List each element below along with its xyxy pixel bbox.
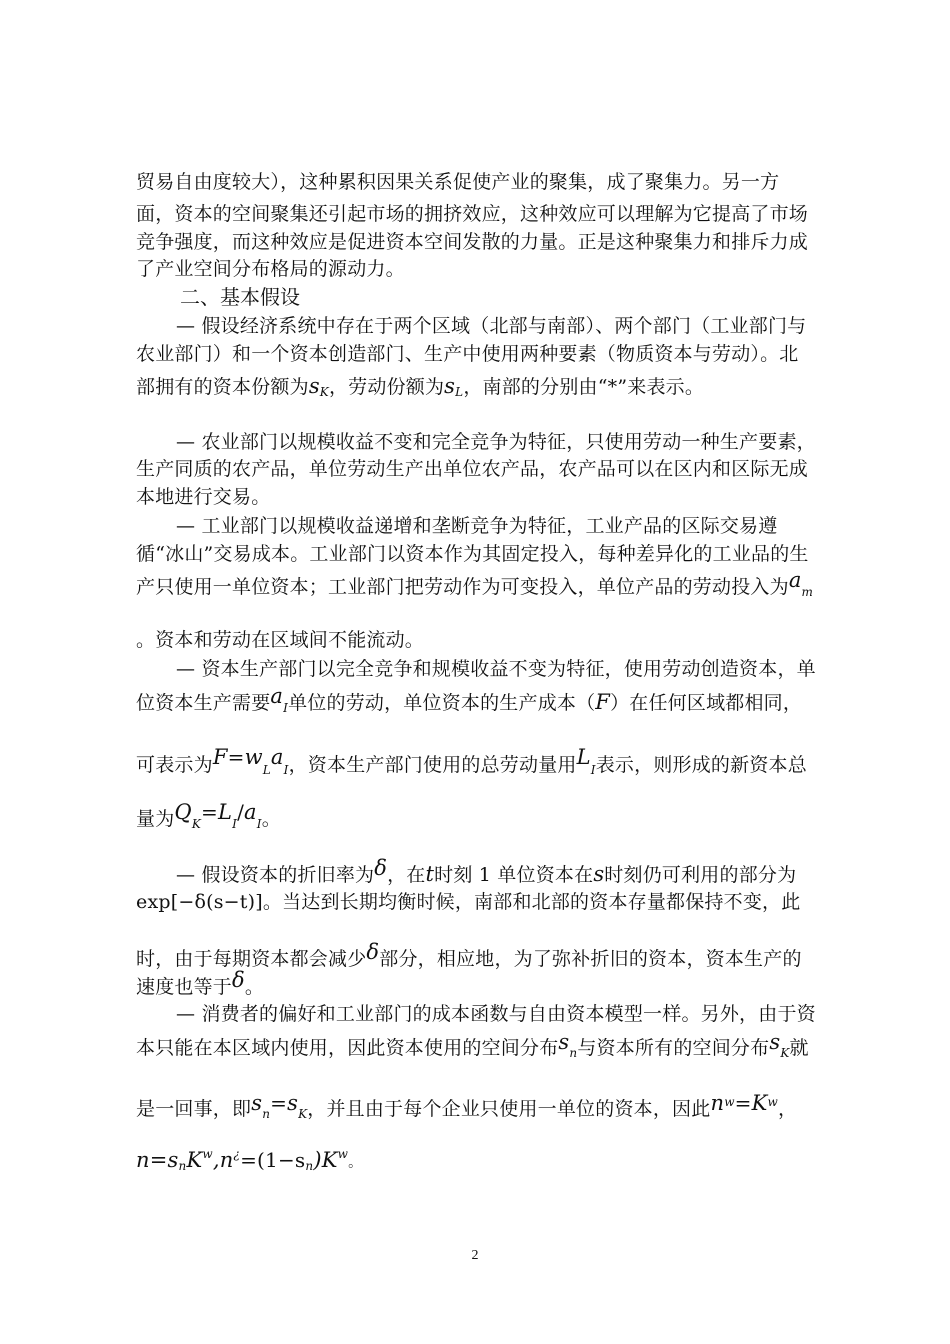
math-a: a [270, 745, 284, 769]
paragraph-line: 竞争强度，而这种效应是促进资本空间发散的力量。正是这种聚集力和排斥力成 [136, 231, 809, 253]
math-delta: δ [232, 968, 245, 992]
math-equals: = [227, 745, 245, 769]
text-span: ，劳动份额为 [328, 376, 445, 398]
math-comma-n: ,n [212, 1148, 234, 1172]
math-sup-w: w [337, 1147, 349, 1161]
math-n-eq-s: n=s [136, 1148, 179, 1172]
text-span: 量为 [136, 808, 175, 830]
text-span: 表示，则形成的新资本总 [595, 754, 807, 776]
text-span: ， [778, 1098, 798, 1120]
math-sup-w: w [202, 1147, 213, 1161]
text-span: 。 [348, 1155, 363, 1171]
math-sub-I: I [283, 701, 289, 715]
paragraph-line: — 农业部门以规模收益不变和完全竞争为特征，只使用劳动一种生产要素， [176, 431, 816, 453]
math-sub-I: I [232, 817, 238, 831]
math-s: s [593, 862, 605, 886]
paragraph-line: 循“冰山”交易成本。工业部门以资本作为其固定投入，每种差异化的工业品的生 [136, 543, 809, 565]
math-s: s [444, 374, 456, 398]
text-span: 部拥有的资本份额为 [136, 376, 309, 398]
text-span: 。 [244, 976, 265, 998]
math-sup-w: w [767, 1095, 779, 1109]
paragraph-line: — 资本生产部门以完全竞争和规模收益不变为特征，使用劳动创造资本，单 [176, 658, 816, 680]
text-span: 部分，相应地，为了弥补折旧的资本，资本生产的 [379, 948, 802, 970]
text-span: 可表示为 [136, 754, 213, 776]
text-span: 就 [789, 1037, 809, 1059]
text-span: 。当达到长期均衡时候，南部和北部的资本存量都保持不变，此 [262, 891, 801, 913]
text-span: 单位的劳动，单位资本的生产成本（ [288, 692, 596, 714]
math-K: K [751, 1091, 768, 1115]
math-sub-n: n [305, 1159, 314, 1173]
paragraph-line [136, 1148, 816, 1175]
text-span: ）在任何区域都相同， [610, 692, 803, 714]
math-L: L [217, 800, 233, 824]
math-K: K [186, 1148, 203, 1172]
paragraph-line: 生产同质的农产品，单位劳动生产出单位农产品，农产品可以在区内和区际无成 [136, 458, 809, 480]
math-sub-K: K [780, 1046, 790, 1060]
math-Q: Q [174, 800, 192, 824]
math-sub-m: m [801, 585, 814, 599]
text-span: 速度也等于 [136, 976, 233, 998]
paragraph-line: 。资本和劳动在区域间不能流动。 [136, 629, 425, 651]
math-t: t [425, 862, 435, 886]
math-L: L [576, 745, 591, 769]
paragraph-line: 农业部门）和一个资本创造部门、生产中使用两种要素（物质资本与劳动）。北 [136, 343, 799, 365]
math-s: s [769, 1030, 781, 1054]
math-close-K: )K [313, 1148, 338, 1172]
paragraph-line [136, 374, 816, 401]
paragraph-line [136, 800, 816, 833]
math-sub-I: I [590, 763, 596, 777]
paragraph-line [136, 968, 816, 999]
text-span: ，南部的分别由“*”来表示。 [463, 376, 705, 398]
paragraph-line [136, 745, 816, 779]
math-sub-n: n [569, 1046, 578, 1060]
paragraph-line [176, 856, 856, 887]
text-span: ，在 [387, 864, 426, 886]
math-delta: δ [366, 940, 380, 964]
math-sup-inv: ¿ [233, 1147, 241, 1161]
text-span: 产只使用一单位资本；工业部门把劳动作为可变投入，单位产品的劳动投入为 [136, 576, 789, 598]
math-sub-n: n [178, 1159, 187, 1173]
math-sub-K: K [191, 817, 201, 831]
math-a: a [788, 568, 802, 592]
text-span: ，并且由于每个企业只使用一单位的资本，因此 [307, 1098, 711, 1120]
math-s: s [287, 1091, 299, 1115]
math-sub-K: K [319, 385, 329, 399]
text-span: 时，由于每期资本都会减少 [136, 948, 367, 970]
paragraph-line: 贸易自由度较大），这种累积因果关系促使产业的聚集，成了聚集力。另一方 [136, 171, 780, 193]
math-exp: exp[−δ(s−t)] [136, 891, 263, 913]
text-span: 与资本所有的空间分布 [577, 1037, 770, 1059]
text-span: 本只能在本区域内使用，因此资本使用的空间分布 [136, 1037, 559, 1059]
math-n: n [710, 1091, 725, 1115]
paragraph-line [136, 890, 816, 914]
math-F: F [212, 745, 228, 769]
math-s: s [308, 374, 320, 398]
math-equals: = [201, 800, 218, 824]
paragraph-line [136, 1091, 816, 1123]
text-span: 。 [261, 808, 281, 830]
math-F: F [595, 690, 611, 714]
paragraph-line: 面，资本的空间聚集还引起市场的拥挤效应，这种效应可以理解为它提高了市场 [136, 203, 809, 225]
math-w: w [244, 745, 263, 769]
paragraph-line: — 消费者的偏好和工业部门的成本函数与自由资本模型一样。另外，由于资 [176, 1003, 816, 1025]
page-number: 2 [471, 1248, 479, 1263]
paragraph-line: — 工业部门以规模收益递增和垄断竞争为特征，工业产品的区际交易遵 [176, 515, 778, 537]
paragraph-line: 了产业空间分布格局的源动力。 [136, 258, 405, 280]
math-sub-I: I [283, 763, 289, 777]
math-sub-L: L [455, 385, 464, 399]
text-span: ，资本生产部门使用的总劳动量用 [288, 754, 577, 776]
paragraph-line: — 假设经济系统中存在于两个区域（北部与南部）、两个部门（工业部门与 [176, 315, 807, 337]
math-sup-w: w [724, 1095, 735, 1109]
math-slash: / [237, 800, 245, 824]
math-s: s [558, 1030, 570, 1054]
math-a: a [270, 684, 284, 708]
math-sub-L: L [262, 763, 271, 777]
math-sub-K: K [298, 1107, 308, 1121]
math-equals: = [270, 1091, 288, 1115]
paragraph-line [136, 1030, 816, 1062]
math-sub-n: n [262, 1107, 271, 1121]
text-span: 是一回事，即 [136, 1098, 252, 1120]
math-s: s [251, 1091, 263, 1115]
text-span: 时刻 1 单位资本在 [434, 864, 594, 886]
paragraph-line [136, 568, 816, 601]
math-sub-I: I [256, 817, 262, 831]
text-span: — 假设资本的折旧率为 [176, 864, 375, 886]
math-equals: = [734, 1091, 752, 1115]
text-span: 时刻仍可利用的部分为 [604, 864, 797, 886]
section-heading: 二、基本假设 [180, 285, 300, 309]
paragraph-line: 本地进行交易。 [136, 486, 271, 508]
math-delta: δ [374, 856, 388, 880]
math-one-minus-s: =(1−s [240, 1148, 306, 1172]
text-span: 位资本生产需要 [136, 692, 271, 714]
math-a: a [244, 800, 257, 824]
paragraph-line [136, 684, 816, 717]
